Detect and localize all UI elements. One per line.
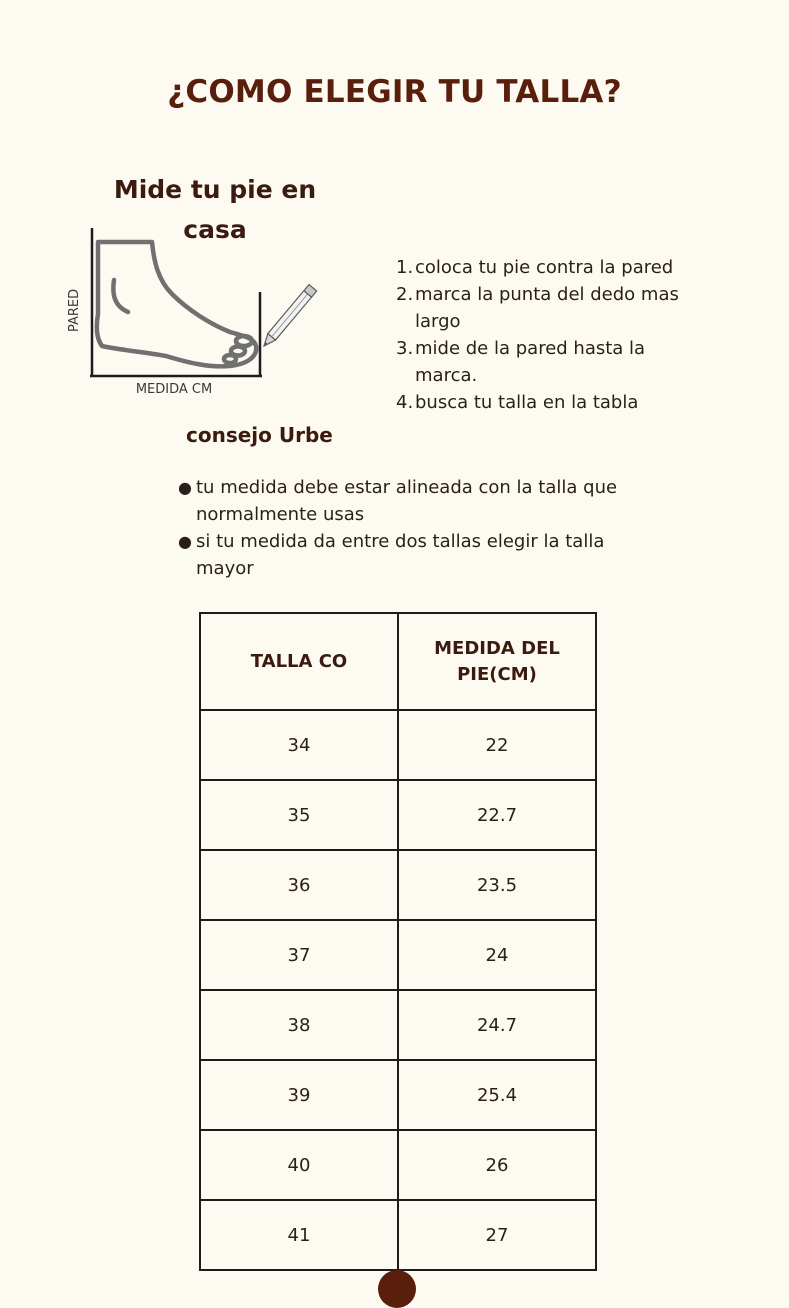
header-size-co: TALLA CO [200,613,398,710]
size-cell: 40 [200,1130,398,1200]
size-cell: 36 [200,850,398,920]
length-cell: 23.5 [398,850,596,920]
list-item [396,281,715,335]
foot-measure-diagram [58,220,338,400]
size-table [199,612,597,1271]
bullet-icon: ● [178,532,192,551]
tip-text: tu medida debe estar alineada con la talla que normalmente usas [196,477,618,525]
step-number: 3. [396,338,414,359]
length-cell: 27 [398,1200,596,1270]
step-number: 1. [396,257,414,278]
wall-label: PARED [67,288,82,332]
step-text: busca tu talla en la tabla [415,392,639,413]
list-item [396,254,715,281]
tip-text: si tu medida da entre dos tallas elegir la talla mayor [196,531,605,579]
table-row [200,780,596,850]
table-row [200,920,596,990]
length-cell: 24 [398,920,596,990]
table-row [200,1200,596,1270]
header-foot-length [398,613,596,710]
length-cell: 26 [398,1130,596,1200]
table-row [200,710,596,780]
measure-heading-line1: Mide tu pie en [113,175,317,204]
list-item [396,335,715,389]
page-title: ¿COMO ELEGIR TU TALLA? [167,74,622,110]
size-cell: 34 [200,710,398,780]
measure-steps-list [396,254,715,416]
tips-heading: consejo Urbe [186,423,333,447]
size-cell: 39 [200,1060,398,1130]
list-item [396,389,715,416]
scroll-indicator-dot [378,1270,416,1308]
size-cell: 37 [200,920,398,990]
table-row [200,1060,596,1130]
table-row [200,990,596,1060]
list-item [178,474,646,528]
pencil-icon [260,285,317,350]
length-cell: 24.7 [398,990,596,1060]
step-text: mide de la pared hasta la marca. [415,338,646,386]
step-number: 4. [396,392,414,413]
size-cell: 38 [200,990,398,1060]
list-item [178,528,646,582]
table-header-row [200,613,596,710]
step-text: marca la punta del dedo mas largo [415,284,679,332]
foot-outline-icon [97,242,256,366]
step-number: 2. [396,284,414,305]
size-cell: 35 [200,780,398,850]
length-cell: 22 [398,710,596,780]
length-cell: 25.4 [398,1060,596,1130]
tips-list [178,474,646,582]
table-row [200,850,596,920]
length-cell: 22.7 [398,780,596,850]
table-row [200,1130,596,1200]
size-cell: 41 [200,1200,398,1270]
header-foot-length-text: MEDIDA DEL PIE(CM) [434,637,560,685]
step-text: coloca tu pie contra la pared [415,257,674,278]
bullet-icon: ● [178,478,192,497]
measure-heading-line2: casa [183,215,247,244]
length-label: MEDIDA CM [135,382,213,397]
